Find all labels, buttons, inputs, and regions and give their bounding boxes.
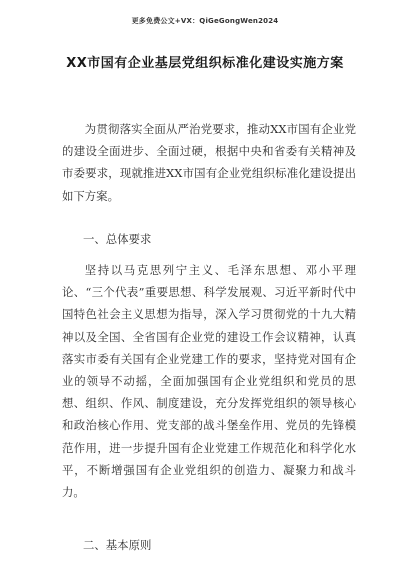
header-watermark: 更多免费公文+VX：QiGeGongWen2024 bbox=[131, 17, 279, 25]
intro-paragraph: 为贯彻落实全面从严治党要求，推动XX市国有企业党的建设全面进步、全面过硬，根据中央和省委有关精神及市委要求，现就推进XX市国有企业党组织标准化建设提出如下方案。 bbox=[62, 122, 356, 203]
section-heading-general-requirements: 一、总体要求 bbox=[83, 232, 152, 246]
section-heading-basic-principles: 二、基本原则 bbox=[83, 538, 152, 552]
section-body-general-requirements: 坚持以马克思列宁主义、毛泽东思想、邓小平理论、“三个代表”重要思想、科学发展观、习近平新时代中国特色社会主义思想为指导，深入学习贯彻党的十九大精神以及全国、全省国有企业党的建设工作会议精神，认真落实市委有关国有企业党建工作的要求，坚持党对国有企业的领导不动摇，全面加强国有企业党组织和党员的思想、组织、作风、制度建设，充分发挥党组织的领导核心和政治核心作用、党支部的战斗堡垒作用、党员的先锋模范作用，进一步提升国有企业党建工作规范化和科学化水平，不断增强国有企业党组织的创造力、凝聚力和战斗力。 bbox=[62, 263, 356, 500]
document-title: XX市国有企业基层党组织标准化建设实施方案 bbox=[66, 56, 344, 71]
